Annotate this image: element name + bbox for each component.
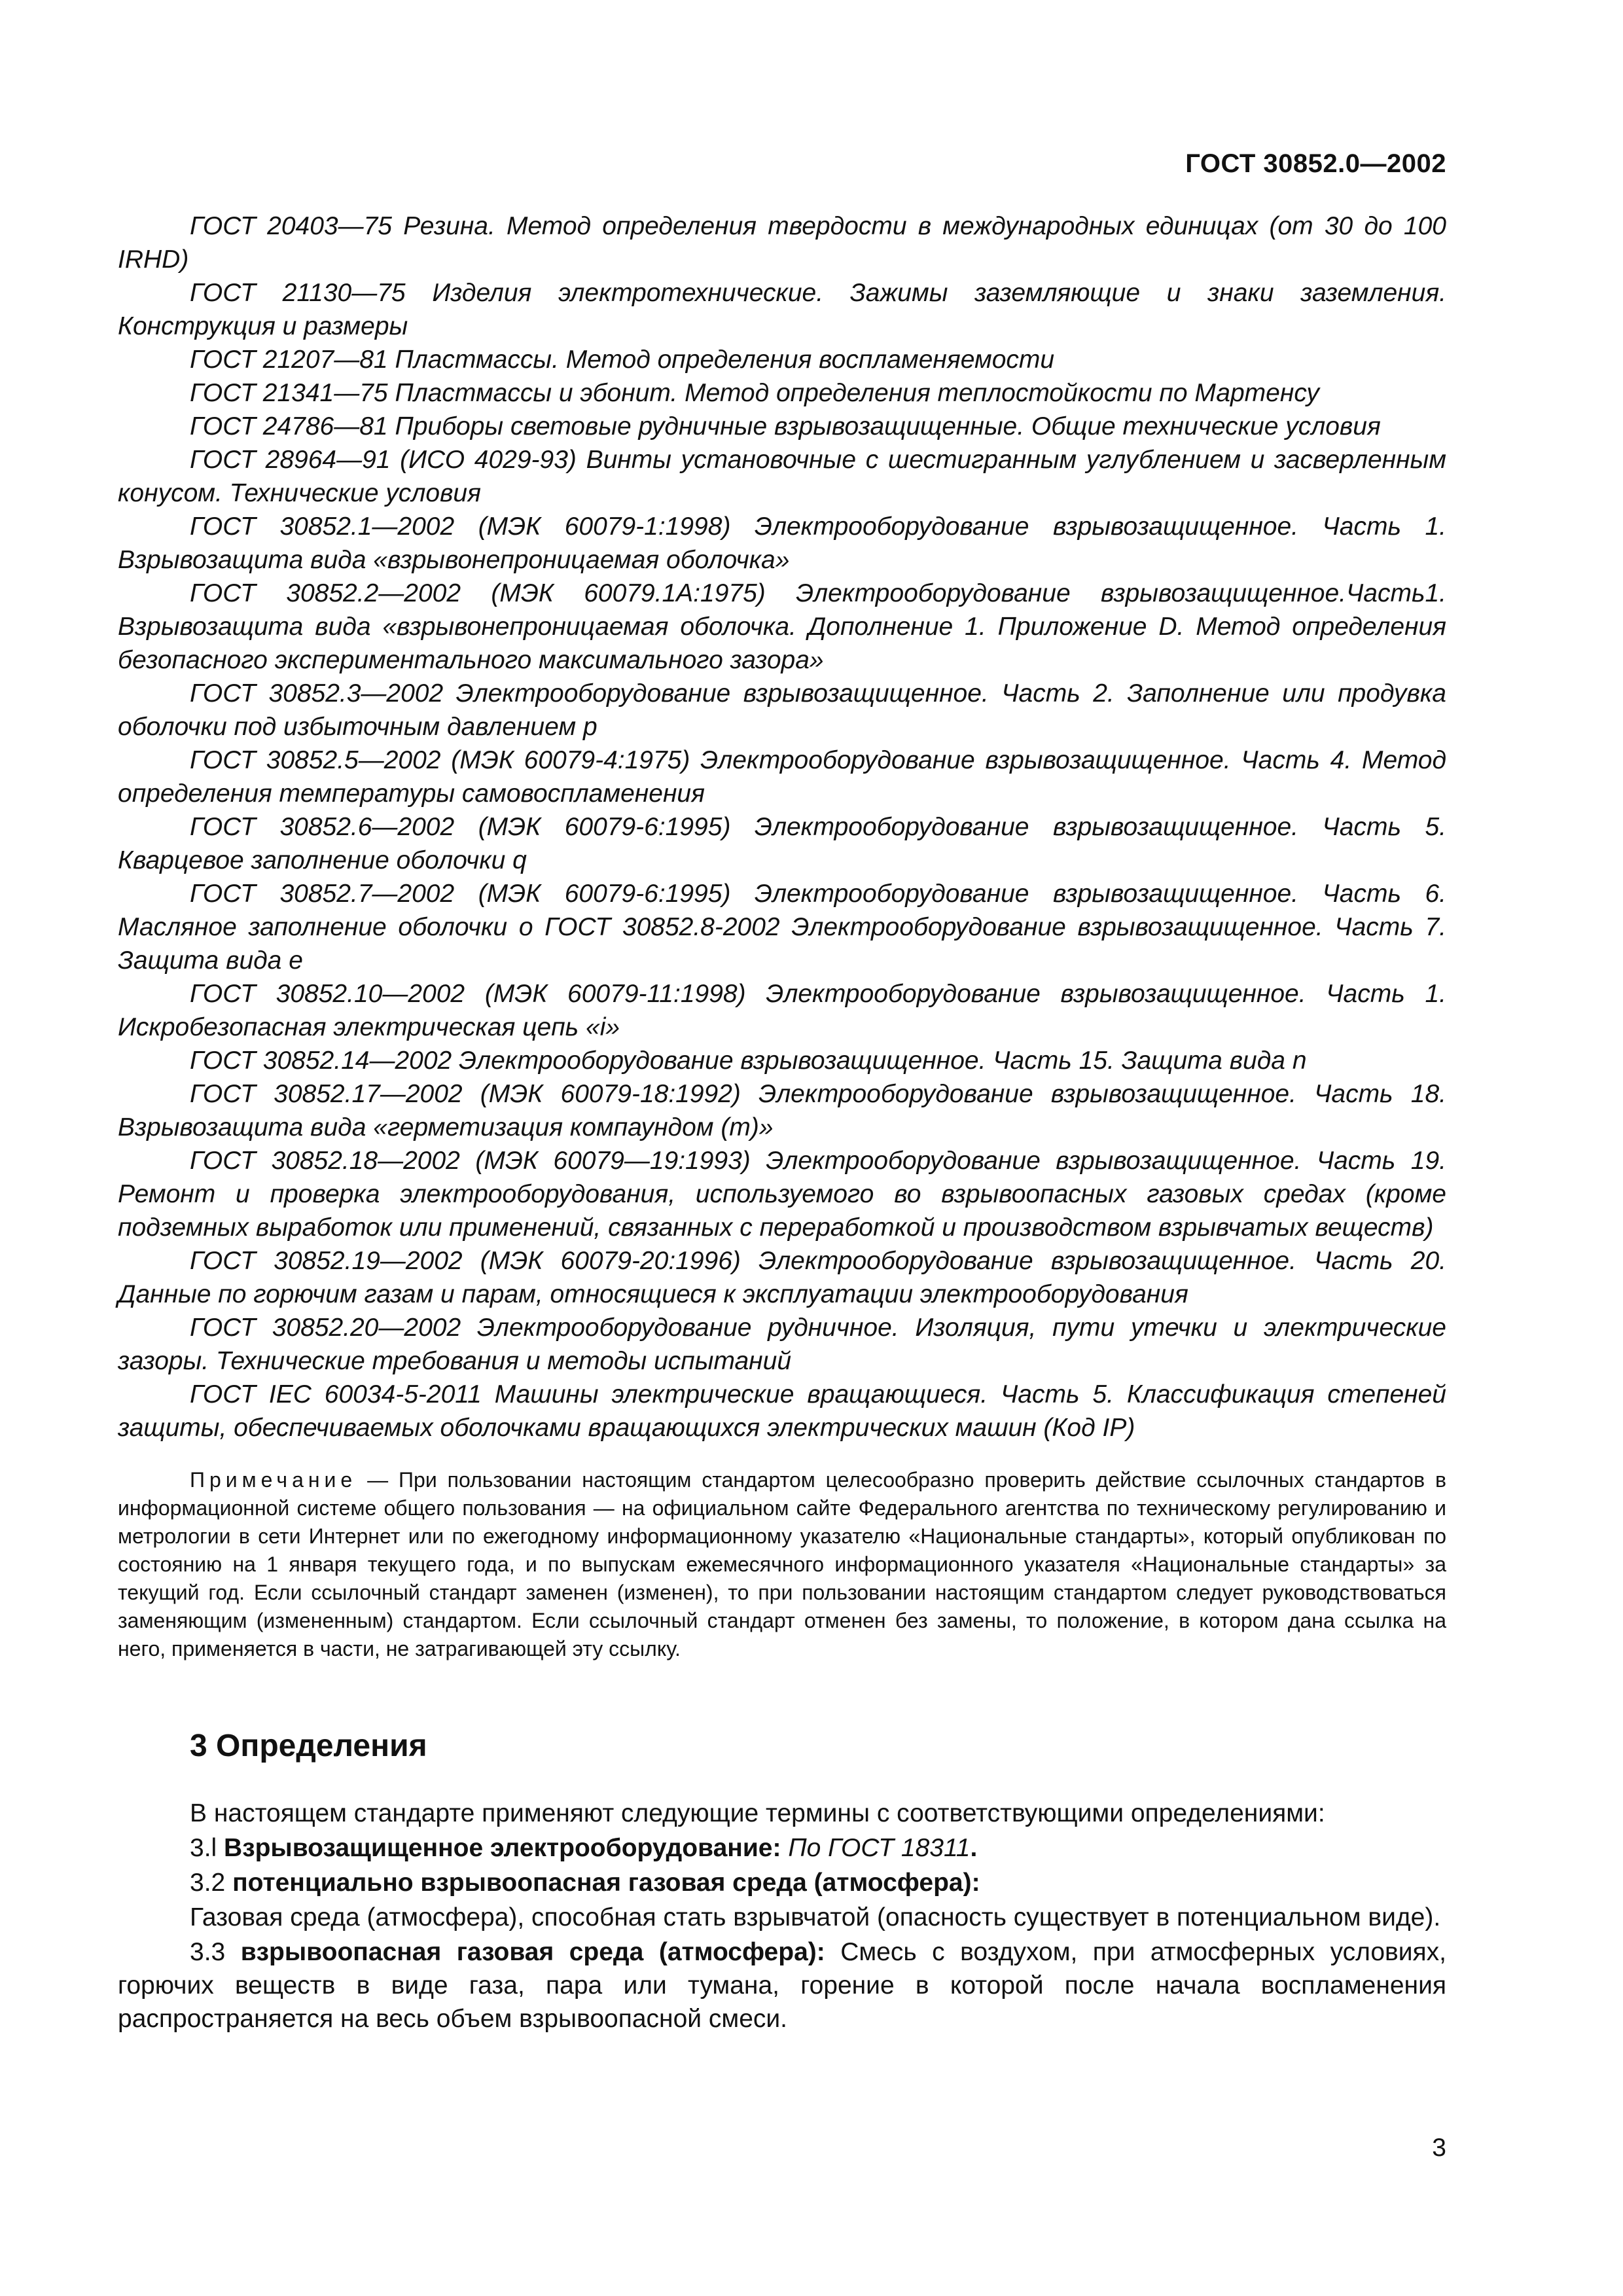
definition-item [118, 1831, 1446, 1865]
document-code: ГОСТ 30852.0—2002 [1185, 149, 1446, 178]
page-number: 3 [1432, 2134, 1446, 2162]
reference-item: ГОСТ 30852.17—2002 (МЭК 60079-18:1992) Электрооборудование взрывозащищенное. Часть 18. Взрывозащита вида «герметизация компаундом (m)» [118, 1080, 1446, 1141]
reference-item: ГОСТ 30852.2—2002 (МЭК 60079.1А:1975) Электрооборудование взрывозащищенное.Часть1. Взрывозащита вида «взрывонепроницаемая оболочка. Дополнение 1. Приложение D. Метод определения безопасного экспериментального максимального зазора» [118, 579, 1446, 674]
definition-term: потенциально взрывоопасная газовая среда (атмосфера): [232, 1869, 980, 1897]
reference-item: ГОСТ 30852.3—2002 Электрооборудование взрывозащищенное. Часть 2. Заполнение или продувка оболочки под избыточным давлением р [118, 679, 1446, 741]
reference-item: ГОСТ 30852.18—2002 (МЭК 60079—19:1993) Электрооборудование взрывозащищенное. Часть 19. Ремонт и проверка электрооборудования, используемого во взрывоопасных газовых средах (кроме подземных выработок или применений, связанных с переработкой и производством взрывчатых веществ) [118, 1147, 1446, 1242]
reference-item: ГОСТ 30852.20—2002 Электрооборудование рудничное. Изоляция, пути утечки и электрические зазоры. Технические требования и методы испытаний [118, 1314, 1446, 1375]
section-title: 3 Определения [190, 1729, 427, 1763]
reference-item: ГОСТ 20403—75 Резина. Метод определения твердости в международных единицах (от 30 до 100 IRHD) [118, 212, 1446, 274]
definition-term: взрывоопасная газовая среда (атмосфера): [240, 1938, 825, 1966]
reference-item: ГОСТ 30852.10—2002 (МЭК 60079-11:1998) Электрооборудование взрывозащищенное. Часть 1. Искробезопасная электрическая цепь «i» [118, 980, 1446, 1041]
note-label: Примечание [190, 1468, 357, 1492]
reference-item: ГОСТ 28964—91 (ИСО 4029-93) Винты установочные с шестигранным углублением и засверленным конусом. Технические условия [118, 446, 1446, 507]
reference-item: ГОСТ 30852.7—2002 (МЭК 60079-6:1995) Электрооборудование взрывозащищенное. Часть 6. Масляное заполнение оболочки о ГОСТ 30852.8-2002 Электрооборудование взрывозащищенное. Часть 7. Защита вида е [118, 880, 1446, 975]
reference-item: ГОСТ IEC 60034-5-2011 Машины электрические вращающиеся. Часть 5. Классификация степеней защиты, обеспечиваемых оболочками вращающихся электрических машин (Код IP) [118, 1380, 1446, 1442]
definition-end: . [970, 1834, 978, 1862]
definition-item [118, 1866, 1446, 1899]
reference-item: ГОСТ 24786—81 Приборы световые рудничные взрывозащищенные. Общие технические условия [190, 412, 1381, 440]
definition-text: Газовая среда (атмосфера), способная стать взрывчатой (опасность существует в потенциальном виде). [190, 1903, 1441, 1931]
definition-reference: По ГОСТ 18311 [788, 1834, 971, 1862]
definitions-list [118, 1797, 1446, 2037]
definition-item [118, 1935, 1446, 2036]
normative-references [118, 209, 1446, 1444]
definition-term: Взрывозащищенное электрооборудование: [224, 1834, 781, 1862]
definition-number: 3.2 [190, 1869, 226, 1897]
reference-item: ГОСТ 30852.14—2002 Электрооборудование взрывозащищенное. Часть 15. Защита вида n [190, 1047, 1307, 1075]
note-paragraph [118, 1466, 1446, 1663]
reference-item: ГОСТ 21130—75 Изделия электротехнические. Зажимы заземляющие и знаки заземления. Конструкция и размеры [118, 279, 1446, 340]
definition-text: Смесь с воздухом, при атмосферных условиях, горючих веществ в виде газа, пара или тумана, горение в которой после начала воспламенения распространяется на весь объем взрывоопасной смеси. [118, 1938, 1446, 2033]
reference-item: ГОСТ 30852.19—2002 (МЭК 60079-20:1996) Электрооборудование взрывозащищенное. Часть 20. Данные по горючим газам и парам, относящиеся к эксплуатации электрооборудования [118, 1247, 1446, 1308]
reference-item: ГОСТ 30852.6—2002 (МЭК 60079-6:1995) Электрооборудование взрывозащищенное. Часть 5. Кварцевое заполнение оболочки q [118, 813, 1446, 874]
definitions-intro: В настоящем стандарте применяют следующие термины с соответствующими определениями: [190, 1799, 1325, 1827]
reference-item: ГОСТ 21207—81 Пластмассы. Метод определения воспламеняемости [190, 346, 1055, 374]
reference-item: ГОСТ 21341—75 Пластмассы и эбонит. Метод определения теплостойкости по Мартенсу [190, 379, 1319, 407]
reference-item: ГОСТ 30852.1—2002 (МЭК 60079-1:1998) Электрооборудование взрывозащищенное. Часть 1. Взрывозащита вида «взрывонепроницаемая оболочка» [118, 512, 1446, 574]
definition-number: 3.3 [190, 1938, 226, 1966]
reference-item: ГОСТ 30852.5—2002 (МЭК 60079-4:1975) Электрооборудование взрывозащищенное. Часть 4. Метод определения температуры самовоспламенения [118, 746, 1446, 808]
note-text: — При пользовании настоящим стандартом целесообразно проверить действие ссылочных стандартов в информационной системе общего пользования — на официальном сайте Федерального агентства по техническому регулированию и метрологии в сети Интернет или по ежегодному информационному указателю «Национальные стандарты», который опубликован по состоянию на 1 января текущего года, и по выпускам ежемесячного информационного указателя «Национальные стандарты» за текущий год. Если ссылочный стандарт заменен (изменен), то при пользовании настоящим стандартом следует руководствоваться заменяющим (измененным) стандартом. Если ссылочный стандарт отменен без замены, то положение, в котором дана ссылка на него, применяется в части, не затрагивающей эту ссылку. [118, 1468, 1447, 1660]
definition-number: 3.l [190, 1834, 217, 1862]
